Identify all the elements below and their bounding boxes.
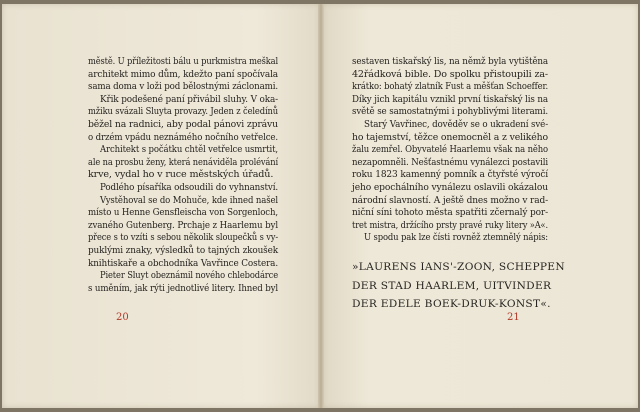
right-line: U spodu pak lze čísti rovněž ztemnělý nápis: — [364, 232, 548, 244]
left-line: architekt mimo dům, kdežto paní spočívala — [88, 68, 278, 80]
left-line: krve, vydal ho v ruce městských úřadů. — [88, 169, 274, 181]
left-page-text — [88, 56, 278, 295]
right-line: niční síni tohoto města spatřiti zčernalý por- — [352, 207, 548, 219]
left-line: přece s to vzíti s sebou několik sloupečků s vy- — [88, 232, 278, 244]
right-line: světě se samostatnými i pohyblivými literami. — [352, 106, 548, 118]
left-line: Křik podešené paní přivábil sluhy. V oka- — [100, 93, 278, 105]
left-line: o drzém vpádu neznámého nočního vetřelce. — [88, 131, 278, 143]
left-line: městě. U příležitosti bálu u purkmistra meškal — [88, 56, 278, 67]
right-line: žalu zemřel. Obyvatelé Haarlemu však na něho — [352, 144, 548, 156]
right-line: tret mistra, držícího prsty pravé ruky litery »A«. — [352, 219, 548, 231]
left-line: puklými znaky, výsledků to tajných zkoušek — [88, 244, 278, 256]
left-line: s uměním, jak rýti jednotlivé litery. Ihned byl — [88, 282, 278, 294]
right-line: Díky jich kapitálu vznikl první tiskařský lis na — [352, 93, 548, 105]
right-line: krátko: bohatý zlatník Fust a měšťan Schoeffer. — [352, 81, 548, 93]
inscription-line: »LAURENS IANS'-ZOON, SCHEPPEN — [352, 261, 565, 273]
left-line: běžel na radnici, aby podal pánovi zprávu — [88, 118, 278, 130]
right-page-text — [352, 56, 548, 245]
left-line: sama doma v loži pod bělostnými záclonami. — [88, 81, 278, 93]
right-line: jeho epochálního vynálezu oslavili okázalou — [352, 181, 548, 193]
right-line: národní slavností. A ještě dnes možno v rad- — [352, 194, 548, 206]
left-line: Podlého písaříka odsoudili do vyhnanství. — [100, 181, 278, 193]
right-line: Starý Vavřinec, dověděv se o ukradení své- — [364, 118, 548, 130]
right-line: nezapomněli. Nešťastnému vynálezci postavili — [352, 156, 548, 168]
right-line: roku 1823 kamenný pomník a čtyřsté výročí — [352, 169, 548, 181]
inscription-line: DER STAD HAARLEM, UITVINDER — [352, 279, 552, 292]
left-line: Vystěhoval se do Mohuče, kde ihned našel — [100, 194, 278, 206]
right-line: sestaven tiskařský lis, na němž byla vytištěna — [352, 56, 548, 67]
inscription — [352, 258, 565, 314]
left-line: ale na prosbu ženy, která nenáviděla prolévání — [88, 156, 278, 168]
right-page-number: 21 — [507, 312, 520, 323]
left-line: mžiku svázali Sluyta provazy. Jeden z čeledínů — [88, 106, 278, 118]
right-line: ho tajemství, těžce onemocněl a z velikého — [352, 131, 548, 143]
left-line: Pieter Sluyt obeznámil nového chlebodárce — [100, 270, 278, 282]
left-line: Architekt s počátku chtěl vetřelce usmrtit, — [100, 144, 278, 156]
left-line: místo u Henne Gensfleischa von Sorgenloch, — [88, 207, 278, 219]
left-page-number: 20 — [116, 312, 129, 323]
inscription-line: DER EDELE BOEK-DRUK-KONST«. — [352, 298, 551, 310]
right-line: 42řádková bible. Do spolku přistoupili za- — [352, 68, 548, 80]
left-line: zvaného Gutenberg. Prchaje z Haarlemu byl — [88, 219, 278, 231]
book-gutter — [318, 4, 324, 408]
left-line: knihtiskaře a obchodníka Vavřince Costera. — [88, 257, 278, 269]
